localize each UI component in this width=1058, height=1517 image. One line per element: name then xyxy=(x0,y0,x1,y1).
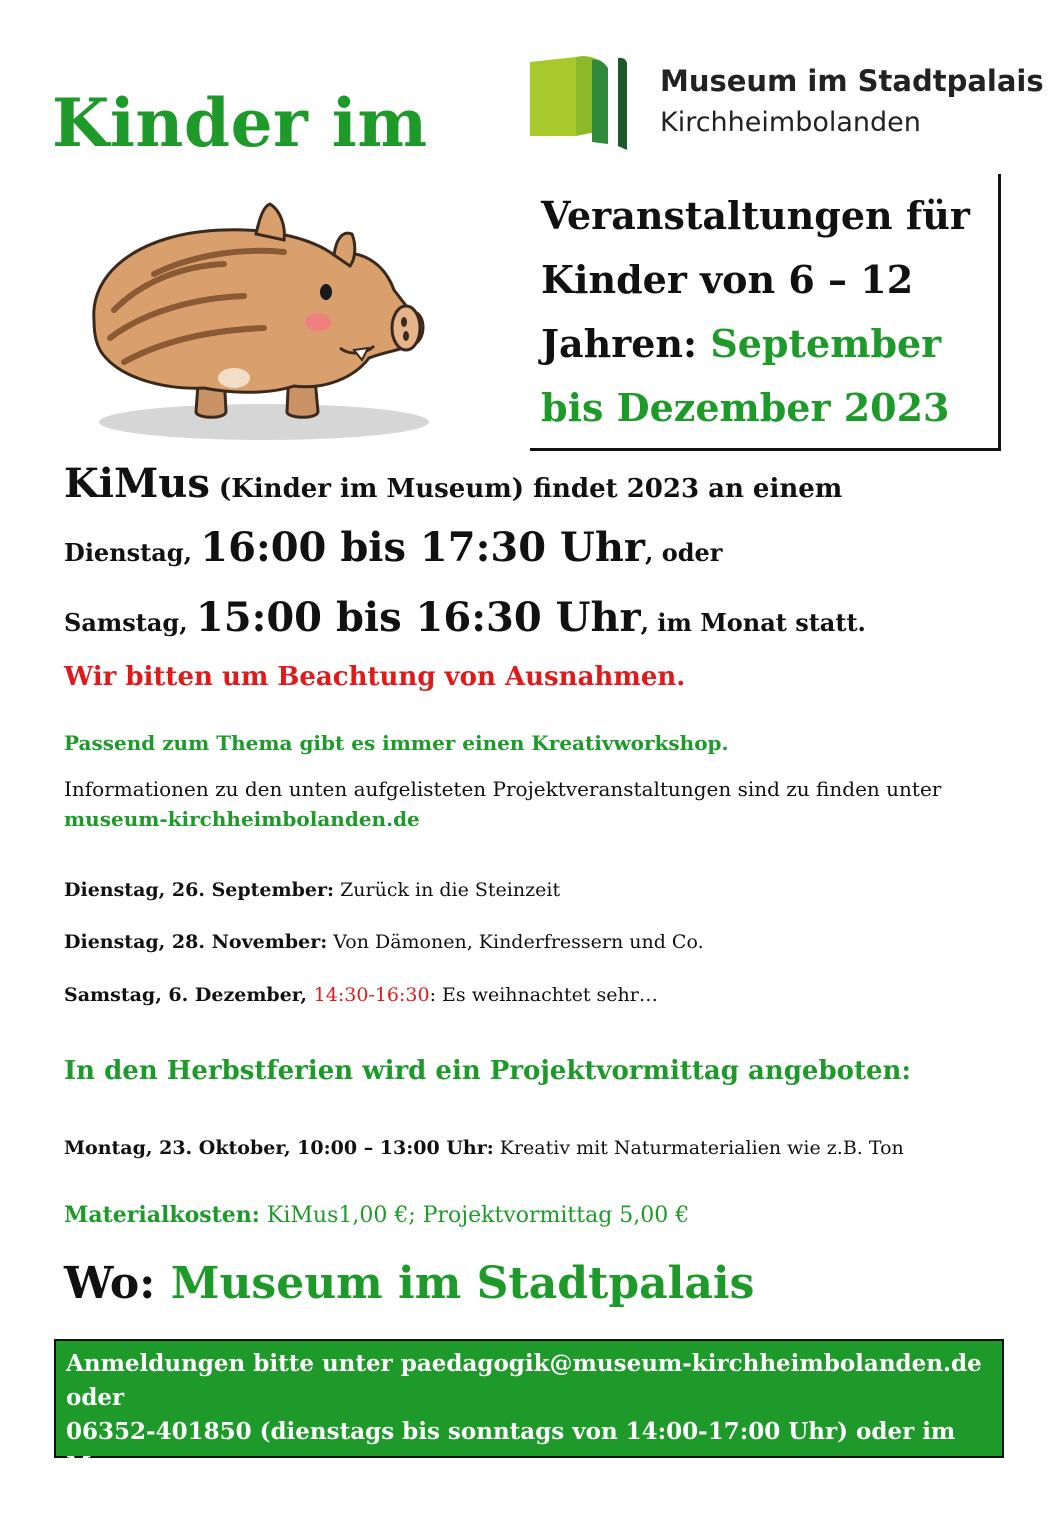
event-item xyxy=(64,931,704,953)
registration-line-3: im Stadtpalais, Amtsstraße 14, 67292 Kirchheimbolanden xyxy=(66,1486,816,1513)
logo-name: Museum im Stadtpalais xyxy=(660,64,1044,98)
page-title: Kinder im xyxy=(52,84,428,162)
material-label: Materialkosten: xyxy=(64,1202,260,1228)
registration-line-1: Anmeldungen bitte unter paedagogik@museum-kirchheimbolanden.de oder xyxy=(66,1350,982,1411)
exceptions-notice: Wir bitten um Beachtung von Ausnahmen. xyxy=(64,662,686,692)
event-item xyxy=(64,984,658,1006)
kimus-rest: (Kinder im Museum) findet 2023 an einem xyxy=(209,474,843,504)
material-costs xyxy=(64,1202,689,1228)
event-date: Dienstag, 28. November: xyxy=(64,931,328,953)
location-label: Wo: xyxy=(64,1258,171,1309)
tuesday-suffix: , oder xyxy=(644,538,723,567)
tuesday-day: Dienstag, xyxy=(64,538,201,567)
workshop-note: Passend zum Thema gibt es immer einen Kreativworkshop. xyxy=(64,731,729,755)
event-box-line-4: bis Dezember 2023 xyxy=(541,385,950,430)
kimus-name: KiMus xyxy=(64,460,210,507)
autumn-holiday-heading: In den Herbstferien wird ein Projektvormittag angeboten: xyxy=(64,1056,912,1086)
saturday-schedule xyxy=(64,594,866,641)
registration-text xyxy=(66,1347,992,1517)
event-box xyxy=(541,184,991,440)
registration-line-2: 06352-401850 (dienstags bis sonntags von 14:00-17:00 Uhr) oder im Museum xyxy=(66,1418,956,1479)
event-box-line-3 xyxy=(541,312,991,376)
location-place: Museum im Stadtpalais xyxy=(170,1258,755,1309)
event-box-prefix: Jahren: xyxy=(541,321,711,366)
saturday-suffix: , im Monat statt. xyxy=(640,608,866,637)
autumn-event-title: Kreativ mit Naturmaterialien wie z.B. Ton xyxy=(493,1137,904,1159)
tuesday-time: 16:00 bis 17:30 Uhr xyxy=(200,524,645,571)
event-title: : Es weihnachtet sehr… xyxy=(429,984,658,1006)
event-box-highlight: September xyxy=(710,321,942,366)
event-date: Dienstag, 26. September: xyxy=(64,879,335,901)
event-date: Samstag, 6. Dezember, xyxy=(64,984,314,1006)
registration-box xyxy=(54,1339,1004,1513)
info-text xyxy=(64,774,1004,834)
tuesday-schedule xyxy=(64,524,722,571)
material-text: KiMus1,00 €; Projektvormittag 5,00 € xyxy=(259,1203,690,1228)
event-box-line-2: Kinder von 6 – 12 xyxy=(541,257,914,302)
event-item xyxy=(64,879,560,901)
website-link[interactable]: museum-kirchheimbolanden.de xyxy=(64,807,420,831)
boar-illustration-icon xyxy=(84,200,444,450)
event-box-line-1: Veranstaltungen für xyxy=(541,193,970,238)
saturday-time: 15:00 bis 16:30 Uhr xyxy=(195,594,641,641)
autumn-event xyxy=(64,1137,904,1159)
event-title: Zurück in die Steinzeit xyxy=(334,879,561,901)
location xyxy=(64,1258,754,1309)
event-title: Von Dämonen, Kinderfressern und Co. xyxy=(327,931,704,953)
kimus-intro xyxy=(64,460,842,507)
autumn-event-date: Montag, 23. Oktober, 10:00 – 13:00 Uhr: xyxy=(64,1137,494,1159)
logo-town: Kirchheimbolanden xyxy=(660,107,921,138)
saturday-day: Samstag, xyxy=(64,608,196,637)
info-body: Informationen zu den unten aufgelisteten Projektveranstaltungen sind zu finden unter xyxy=(64,777,942,801)
event-time: 14:30-16:30 xyxy=(313,984,430,1006)
